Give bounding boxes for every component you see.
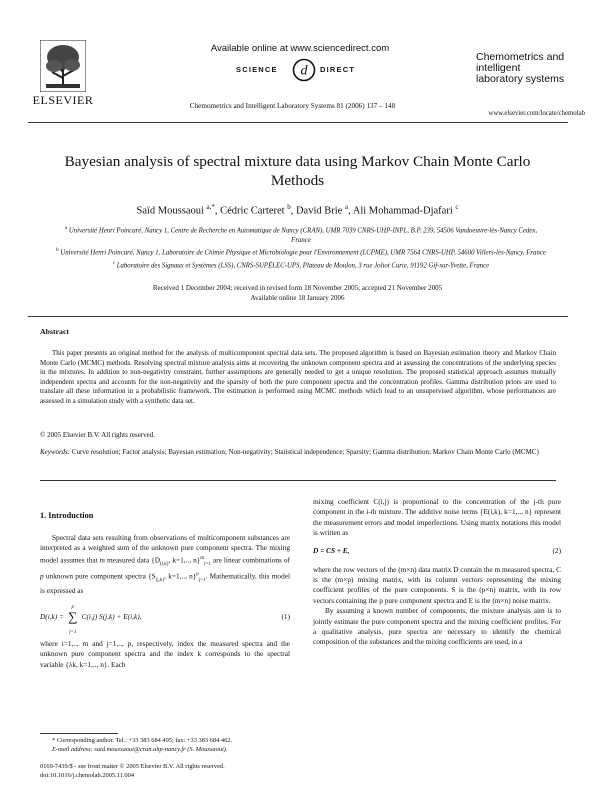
author-sup: c bbox=[455, 203, 459, 211]
author-sup: a bbox=[344, 203, 349, 211]
eq1-rhs: C(i,j) S(j,k) + E(i,k), bbox=[81, 611, 142, 621]
footnote-divider bbox=[40, 733, 118, 734]
availability-line: Available online at www.sciencedirect.com bbox=[210, 43, 390, 54]
text-run: measured data {D bbox=[104, 555, 160, 565]
math-sub: (j,k) bbox=[155, 577, 165, 583]
received-dates: Received 1 December 2004; received in revised form 18 November 2005; accepted 21 November 2005 bbox=[152, 284, 443, 292]
text-run: are linear combinations of bbox=[210, 555, 290, 565]
keywords bbox=[40, 448, 556, 458]
corresponding-author-note: * Corresponding author. Tel.: +33 383 684 495; fax: +33 383 684 462. bbox=[52, 737, 233, 744]
author-list: Saïd Moussaoui $^{a,*}$, Cédric Carteret $^b$, David Brie $^a$, Ali Mohammad-Djafari $^c$ bbox=[136, 203, 459, 217]
body-paragraph: where the row vectors of the (m×n) data matrix D contain the m measured spectra, C is the (m×p) mixing matrix, with its column vectors representing the mixing coefficient profiles of the pure components. S is the (p×n) matrix, with its row vectors containing the p pure component spectra and E is the (m×n) noise matrix. bbox=[313, 564, 561, 605]
keywords-list: Curve resolution; Factor analysis; Bayesian estimation; Non-negativity; Statistical independence; Sparsity; Gamma distribution; Markov Chain Monte Carlo (MCMC) bbox=[71, 448, 539, 456]
eq1-lhs: D(i,k) = bbox=[40, 611, 64, 621]
abstract-paragraph: This paper presents an original method for the analysis of multicomponent spectral data sets. The proposed algorithm is based on Bayesian estimation theory and Markov Chain Monte Carlo (MCMC) methods. Resolving spectral mixture analysis aims at recovering the unknown component spectra and at assessing the concentrations of the underlying species in the mixtures. In addition to non-negativity constraint, further assumptions are generally needed to get a unique resolution. The proposed statistical approach assumes mutually independent spectra and accounts for the non-negativity and the sparsity of both the pure component spectra and the concentration profiles. Gamma distribution priors are used to translate all these information in a probabilistic framework. The estimation is performed using MCMC methods which lead to an unsupervised algorithm, whose performances are assessed in a simulation study with a synthetic data set. bbox=[40, 349, 556, 405]
affiliations bbox=[56, 224, 546, 272]
footnotes bbox=[40, 737, 295, 754]
author-name: David Brie bbox=[295, 205, 343, 217]
abstract-body bbox=[40, 349, 556, 407]
svg-text:d: d bbox=[300, 63, 308, 79]
journal-name-line-3: laboratory systems bbox=[476, 73, 565, 85]
title-divider bbox=[28, 316, 568, 317]
journal-name-line-1: Chemometrics and bbox=[476, 51, 565, 63]
journal-citation: Chemometrics and Intelligent Laboratory Systems 81 (2006) 137 – 148 bbox=[189, 102, 396, 110]
affiliation bbox=[56, 259, 546, 271]
text-run: , k=1,.., n} bbox=[168, 555, 201, 565]
math-var: m bbox=[99, 555, 105, 565]
copyright-line: © 2005 Elsevier B.V. All rights reserved. bbox=[40, 431, 156, 439]
journal-url-link[interactable]: www.elsevier.com/locate/chemolab bbox=[488, 110, 585, 117]
sum-symbol: ∑ p j=1 bbox=[66, 612, 80, 622]
author-sup: b bbox=[287, 203, 291, 211]
elsevier-tree-icon bbox=[40, 40, 86, 92]
affiliation bbox=[56, 224, 546, 245]
sciencedirect-logo bbox=[232, 57, 372, 83]
email-note bbox=[40, 746, 295, 755]
affiliation bbox=[56, 246, 546, 258]
eq2-body: D = CS + E, bbox=[313, 545, 350, 555]
sd-left-text: SCIENCE bbox=[236, 65, 278, 74]
affiliation-sup: b bbox=[56, 248, 59, 254]
equation-2 bbox=[313, 541, 561, 563]
abstract-divider bbox=[40, 480, 556, 481]
section-heading: 1. Introduction bbox=[40, 511, 94, 520]
email-text: E-mail address: said.moussaoui@cran.uhp-nancy.fr (S. Moussaoui). bbox=[52, 745, 228, 753]
journal-name bbox=[476, 52, 586, 85]
author-sup: a,* bbox=[206, 203, 215, 211]
equation-1 bbox=[40, 601, 290, 635]
header-divider bbox=[28, 122, 568, 123]
article-identifiers bbox=[40, 763, 295, 781]
intro-paragraph: Spectral data sets resulting from observations of multicomponent substances are interpreted as a weighted sum of the unknown pure component spectra. The mixing model assumes that m measured data {$D_{(i,k)}$, k=1,.., n}$^m_{i=1}$ are linear combinations of p unknown pure component spectra {$S_{(j,k)}$, k=1,.., n}$^p_{j=1}$. Mathematically, this model is expressed as bbox=[40, 533, 290, 596]
sd-right-text: DIRECT bbox=[320, 65, 356, 74]
abstract-heading: Abstract bbox=[40, 327, 70, 336]
left-column bbox=[40, 533, 290, 670]
equation-number: (2) bbox=[552, 545, 561, 555]
author-name: Saïd Moussaoui bbox=[136, 205, 204, 217]
affiliation-sup: a bbox=[64, 226, 68, 231]
sum-lower: j=1 bbox=[69, 629, 77, 635]
publisher-name: ELSEVIER bbox=[32, 93, 94, 107]
text-run: . Mathematically, this model is expressed as bbox=[40, 571, 290, 596]
affiliation-text: Laboratoire des Signaux et Systèmes (LSS), CNRS-SUPÉLEC-UPS, Plateau de Moulon, 3 rue Joliot Curie, 91192 Gif-sur-Yvette, France bbox=[116, 262, 490, 270]
online-date: Available online 18 January 2006 bbox=[250, 293, 345, 302]
sciencedirect-at-icon bbox=[292, 57, 316, 83]
text-run: unknown pure component spectra {S bbox=[43, 571, 156, 581]
sum-upper: p bbox=[71, 604, 75, 610]
author-name: Ali Mohammad-Djafari bbox=[352, 205, 453, 217]
intro-paragraph: where i=1,.., m and j=1,.., p, respectively, index the measured spectra and the unknown pure component spectra and the index k corresponds to the spectral variable {λk, k=1,.., n}. Each bbox=[40, 638, 290, 669]
body-paragraph: By assuming a known number of components, the mixture analysis aim is to jointly estimate the pure component spectra and the mixing coefficient profiles. For a qualitative analysis, pure spectra are necessary to identify the chemical composition of the substances and the mixing coefficients are used, in a bbox=[313, 606, 561, 647]
equation-number: (1) bbox=[281, 611, 290, 621]
article-title: Bayesian analysis of spectral mixture data using Markov Chain Monte Carlo Methods bbox=[64, 153, 531, 189]
math-var: p bbox=[40, 571, 44, 581]
journal-name-line-2: intelligent bbox=[476, 62, 521, 74]
elsevier-logo bbox=[28, 40, 98, 108]
affiliation-text: Université Henri Poincaré, Nancy 1, Laboratoire de Chimie Physique et Microbiologie pour l'Environnement (LCPME), UMR 7564 CNRS-UHP, 54600 Villers-lès-Nancy, France bbox=[60, 249, 546, 257]
affiliation-sup: c bbox=[112, 261, 116, 267]
body-paragraph: mixing coefficient C(i,j) is proportional to the concentration of the j-th pure component in the i-th mixture. The additive noise terms {E(i,k), k=1,.., n} represent the measurement errors and model imperfections. Using matrix notations this model is written as bbox=[313, 497, 561, 538]
article-dates bbox=[40, 284, 555, 303]
math-sub: (i,k) bbox=[159, 561, 169, 567]
doi-link[interactable]: doi:10.1016/j.chemolab.2005.11.004 bbox=[40, 771, 135, 779]
affiliation-text: Université Henri Poincaré, Nancy 1, Centre de Recherche en Automatique de Nancy (CRAN), UMR 7039 CNRS-UHP-INPL, B.P. 239, 54506 Vandoeuvre-lès-Nancy Cedex, France bbox=[68, 227, 538, 244]
issn-line: 0169-7439/$ - see front matter © 2005 Elsevier B.V. All rights reserved. bbox=[40, 763, 225, 770]
text-run: , k=1,.., n} bbox=[164, 571, 197, 581]
text-run: Spectral data sets resulting from observations of multicomponent substances are interpreted as a weighted sum of the unknown pure component spectra. The mixing model assumes that bbox=[40, 533, 290, 565]
right-column bbox=[313, 497, 561, 648]
author-name: Cédric Carteret bbox=[220, 205, 285, 217]
keywords-label: Keywords: bbox=[40, 448, 71, 456]
